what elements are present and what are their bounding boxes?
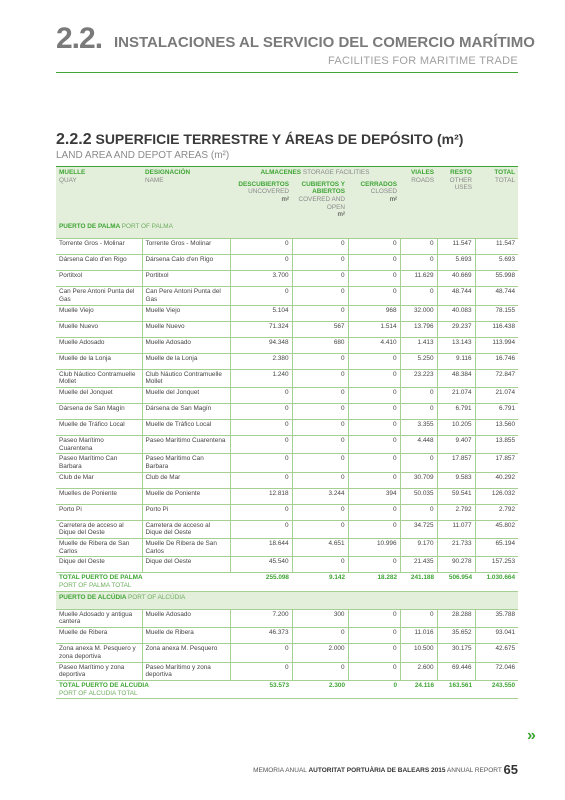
value-cell: 5.104 [230,305,292,321]
name-cell: Muelle de Ribera [142,628,230,644]
table-row [56,662,518,680]
value-cell: 394 [348,488,400,504]
table-row [56,353,518,369]
col-storage: ALMACENES STORAGE FACILITIES [230,167,400,179]
total-value: 2.300 [292,680,348,698]
name-cell: Paseo Marítimo y zona deportiva [142,662,230,680]
section-number: 2.2.2 [56,131,92,148]
total-label-es: TOTAL PUERTO DE PALMA [59,574,143,582]
value-cell: 0 [348,271,400,287]
total-value: 1.030.664 [475,573,518,591]
quay-cell: Muelle Viejo [56,305,142,321]
value-cell: 45.802 [475,520,518,538]
total-value: 163.561 [437,680,475,698]
land-area-table [56,166,518,699]
value-cell: 116.438 [475,321,518,337]
value-cell: 0 [292,557,348,573]
value-cell: 35.788 [475,609,518,627]
value-cell: 0 [348,353,400,369]
table-row [56,321,518,337]
value-cell: 23.223 [400,369,437,387]
total-label-en: PORT OF PALMA TOTAL [59,582,132,590]
value-cell: 0 [400,387,437,403]
total-value: 255.098 [230,573,292,591]
value-cell: 55.998 [475,271,518,287]
name-cell: Muelle de Poniente [142,488,230,504]
col-quay: MUELLE QUAY [56,167,142,222]
value-cell: 30.709 [400,472,437,488]
name-cell: Can Pere Antoni Punta del Gas [142,287,230,305]
quay-cell: Muelle Adosado y antigua cantera [56,609,142,627]
name-cell: Torrente Gros - Molinar [142,239,230,255]
quay-cell: Muelle Nuevo [56,321,142,337]
value-cell: 21.074 [475,387,518,403]
value-cell: 2.000 [292,644,348,662]
value-cell: 40.292 [475,472,518,488]
quay-cell: Club Náutico Contramuelle Mollet [56,369,142,387]
value-cell: 69.446 [437,662,475,680]
value-cell: 0 [230,520,292,538]
value-cell: 0 [348,403,400,419]
value-cell: 0 [348,419,400,435]
total-label [56,573,230,591]
value-cell: 18.644 [230,539,292,557]
value-cell: 2.380 [230,353,292,369]
value-cell: 0 [292,271,348,287]
port-header [56,221,518,239]
value-cell: 0 [230,472,292,488]
value-cell: 35.652 [437,628,475,644]
value-cell: 6.791 [437,403,475,419]
value-cell: 680 [292,337,348,353]
value-cell: 0 [292,305,348,321]
value-cell: 0 [400,609,437,627]
col-covered: CUBIERTOS Y ABIERTOS COVERED AND OPEN m² [292,179,348,221]
value-cell: 7.200 [230,609,292,627]
value-cell: 0 [400,504,437,520]
port-header-row [56,591,518,609]
name-cell: Dársena Calo d'en Rigo [142,255,230,271]
value-cell: 0 [292,387,348,403]
name-cell: Carretera de acceso al Dique del Oeste [142,520,230,538]
quay-cell: Muelle de Ribera [56,628,142,644]
value-cell: 72.046 [475,662,518,680]
total-value: 24.116 [400,680,437,698]
value-cell: 71.324 [230,321,292,337]
name-cell: Club Náutico Contramuelle Mollet [142,369,230,387]
chapter-title: INSTALACIONES AL SERVICIO DEL COMERCIO MARÍTIMO [114,34,535,51]
value-cell: 0 [348,454,400,472]
value-cell: 0 [292,255,348,271]
value-cell: 0 [230,644,292,662]
value-cell: 11.077 [437,520,475,538]
value-cell: 2.792 [437,504,475,520]
total-row [56,573,518,591]
value-cell: 157.253 [475,557,518,573]
value-cell: 5.250 [400,353,437,369]
col-roads: VIALES ROADS [400,167,437,222]
section-title-text: SUPERFICIE TERRESTRE Y ÁREAS DE DEPÓSITO (m²) [95,131,464,147]
col-uncovered: DESCUBIERTOS UNCOVERED m² [230,179,292,221]
quay-cell: Can Pere Antoni Punta del Gas [56,287,142,305]
value-cell: 0 [292,287,348,305]
value-cell: 0 [230,662,292,680]
quay-cell: Carretera de acceso al Dique del Oeste [56,520,142,538]
table-row [56,271,518,287]
table-row [56,287,518,305]
table-row [56,557,518,573]
quay-cell: Torrente Gros - Molinar [56,239,142,255]
quay-cell: Porto Pi [56,504,142,520]
table-row [56,403,518,419]
port-name-en: PORT OF PALMA [121,223,173,231]
value-cell: 0 [292,520,348,538]
value-cell: 0 [400,239,437,255]
value-cell: 21.733 [437,539,475,557]
table-row [56,539,518,557]
name-cell: Muelle del Jonquet [142,387,230,403]
name-cell: Zona anexa M. Pesquero [142,644,230,662]
value-cell: 4.448 [400,435,437,453]
name-cell: Portitxol [142,271,230,287]
total-value: 9.142 [292,573,348,591]
value-cell: 113.994 [475,337,518,353]
value-cell: 94.348 [230,337,292,353]
quay-cell: Portitxol [56,271,142,287]
value-cell: 17.857 [475,454,518,472]
page-number: 65 [503,762,518,777]
value-cell: 1.514 [348,321,400,337]
value-cell: 4.410 [348,337,400,353]
value-cell: 5.693 [475,255,518,271]
value-cell: 0 [348,387,400,403]
value-cell: 10.996 [348,539,400,557]
total-value: 0 [348,680,400,698]
value-cell: 21.435 [400,557,437,573]
value-cell: 13.143 [437,337,475,353]
value-cell: 32.000 [400,305,437,321]
value-cell: 72.847 [475,369,518,387]
value-cell: 0 [348,557,400,573]
value-cell: 40.083 [437,305,475,321]
value-cell: 0 [292,628,348,644]
value-cell: 0 [292,472,348,488]
value-cell: 0 [348,472,400,488]
value-cell: 48.744 [475,287,518,305]
value-cell: 9.116 [437,353,475,369]
value-cell: 0 [230,419,292,435]
value-cell: 30.175 [437,644,475,662]
chapter-number: 2.2. [56,22,103,55]
name-cell: Muelle Viejo [142,305,230,321]
total-label [56,680,230,698]
table-row [56,337,518,353]
footer-report: ANNUAL REPORT [446,767,502,774]
table-row [56,435,518,453]
value-cell: 0 [400,287,437,305]
value-cell: 9.170 [400,539,437,557]
port-header-row [56,221,518,239]
quay-cell: Club de Mar [56,472,142,488]
value-cell: 2.600 [400,662,437,680]
value-cell: 0 [348,662,400,680]
name-cell: Dique del Oeste [142,557,230,573]
value-cell: 48.744 [437,287,475,305]
table-body [56,221,518,699]
quay-cell: Zona anexa M. Pesquero y zona deportiva [56,644,142,662]
total-value: 53.573 [230,680,292,698]
value-cell: 4.651 [292,539,348,557]
quay-cell: Muelle de Ribera de San Carlos [56,539,142,557]
value-cell: 3.700 [230,271,292,287]
value-cell: 9.407 [437,435,475,453]
table-row [56,454,518,472]
total-row [56,680,518,698]
value-cell: 0 [348,255,400,271]
name-cell: Paseo Marítimo Cuarentena [142,435,230,453]
quay-cell: Paseo Marítimo Cuarentena [56,435,142,453]
value-cell: 28.288 [437,609,475,627]
value-cell: 0 [230,255,292,271]
table-row [56,419,518,435]
port-header [56,591,518,609]
value-cell: 17.857 [437,454,475,472]
name-cell: Dársena de San Magín [142,403,230,419]
value-cell: 11.547 [475,239,518,255]
quay-cell: Muelle del Jonquet [56,387,142,403]
name-cell: Club de Mar [142,472,230,488]
total-value: 506.954 [437,573,475,591]
table-row [56,369,518,387]
table-row [56,305,518,321]
value-cell: 0 [230,239,292,255]
value-cell: 42.675 [475,644,518,662]
name-cell: Muelle De Ribera de San Carlos [142,539,230,557]
value-cell: 78.155 [475,305,518,321]
value-cell: 0 [230,454,292,472]
table-row [56,387,518,403]
value-cell: 567 [292,321,348,337]
value-cell: 0 [400,403,437,419]
value-cell: 0 [348,628,400,644]
value-cell: 90.278 [437,557,475,573]
table-row [56,520,518,538]
table-row [56,255,518,271]
value-cell: 0 [292,662,348,680]
name-cell: Muelle de Tráfico Local [142,419,230,435]
value-cell: 0 [400,454,437,472]
value-cell: 0 [292,419,348,435]
value-cell: 0 [230,387,292,403]
value-cell: 0 [292,504,348,520]
value-cell: 46.373 [230,628,292,644]
value-cell: 12.818 [230,488,292,504]
chapter-divider [56,72,518,73]
value-cell: 93.041 [475,628,518,644]
quay-cell: Muelles de Poniente [56,488,142,504]
value-cell: 10.205 [437,419,475,435]
value-cell: 0 [230,287,292,305]
value-cell: 0 [348,609,400,627]
value-cell: 0 [400,255,437,271]
total-label-en: PORT OF ALCUDIA TOTAL [59,689,138,697]
quay-cell: Muelle de la Lonja [56,353,142,369]
page-footer [253,762,518,777]
value-cell: 48.384 [437,369,475,387]
value-cell: 11.629 [400,271,437,287]
table-row [56,472,518,488]
total-value: 241.188 [400,573,437,591]
value-cell: 0 [230,504,292,520]
value-cell: 11.547 [437,239,475,255]
col-name: DESIGNACIÓN NAME [142,167,230,222]
value-cell: 1.413 [400,337,437,353]
chapter-subtitle: FACILITIES FOR MARITIME TRADE [327,55,518,67]
value-cell: 0 [348,287,400,305]
name-cell: Muelle Adosado [142,337,230,353]
value-cell: 126.032 [475,488,518,504]
value-cell: 0 [292,435,348,453]
table-row [56,504,518,520]
section-subtitle: LAND AREA AND DEPOT AREAS (m²) [56,150,230,161]
value-cell: 3.355 [400,419,437,435]
col-other: RESTO OTHER USES [437,167,475,222]
value-cell: 968 [348,305,400,321]
quay-cell: Muelle de Tráfico Local [56,419,142,435]
value-cell: 13.855 [475,435,518,453]
table-row [56,628,518,644]
total-value: 243.550 [475,680,518,698]
value-cell: 45.540 [230,557,292,573]
value-cell: 0 [348,644,400,662]
value-cell: 0 [348,435,400,453]
quay-cell: Dársena Calo d'en Rigo [56,255,142,271]
value-cell: 50.035 [400,488,437,504]
value-cell: 0 [292,239,348,255]
value-cell: 0 [348,520,400,538]
name-cell: Muelle Nuevo [142,321,230,337]
port-name-en: PORT OF ALCÚDIA [128,593,186,601]
total-label-es: TOTAL PUERTO DE ALCUDIA [59,681,149,689]
quay-cell: Dique del Oeste [56,557,142,573]
value-cell: 1.240 [230,369,292,387]
name-cell: Muelle Adosado [142,609,230,627]
table-row [56,644,518,662]
value-cell: 21.074 [437,387,475,403]
value-cell: 13.796 [400,321,437,337]
value-cell: 0 [292,403,348,419]
name-cell: Muelle de la Lonja [142,353,230,369]
port-name: PUERTO DE PALMA [59,223,120,231]
value-cell: 9.583 [437,472,475,488]
value-cell: 5.693 [437,255,475,271]
value-cell: 29.237 [437,321,475,337]
value-cell: 0 [292,369,348,387]
footer-org: AUTORITAT PORTUÀRIA DE BALEARS 2015 [308,767,446,774]
footer-memoria: MEMORIA ANUAL [253,767,307,774]
value-cell: 0 [348,239,400,255]
port-name: PUERTO DE ALCÚDIA [59,593,127,601]
section-title [56,131,463,149]
value-cell: 16.746 [475,353,518,369]
name-cell: Porto Pi [142,504,230,520]
col-total: TOTAL TOTAL [475,167,518,222]
value-cell: 3.244 [292,488,348,504]
value-cell: 0 [348,369,400,387]
value-cell: 0 [230,435,292,453]
name-cell: Paseo Marítimo Can Barbara [142,454,230,472]
value-cell: 65.194 [475,539,518,557]
value-cell: 11.016 [400,628,437,644]
double-chevron-right-icon[interactable]: » [527,727,536,744]
value-cell: 10.500 [400,644,437,662]
value-cell: 40.669 [437,271,475,287]
table-row [56,488,518,504]
value-cell: 0 [348,504,400,520]
table-row [56,239,518,255]
value-cell: 2.792 [475,504,518,520]
table-row [56,609,518,627]
value-cell: 0 [292,353,348,369]
value-cell: 13.560 [475,419,518,435]
quay-cell: Paseo Marítimo y zona deportiva [56,662,142,680]
value-cell: 300 [292,609,348,627]
total-value: 18.282 [348,573,400,591]
col-closed: CERRADOS CLOSED m² [348,179,400,221]
value-cell: 6.791 [475,403,518,419]
quay-cell: Dársena de San Magín [56,403,142,419]
value-cell: 0 [230,403,292,419]
value-cell: 0 [292,454,348,472]
quay-cell: Muelle Adosado [56,337,142,353]
value-cell: 34.725 [400,520,437,538]
quay-cell: Paseo Marítimo Can Barbara [56,454,142,472]
value-cell: 59.541 [437,488,475,504]
